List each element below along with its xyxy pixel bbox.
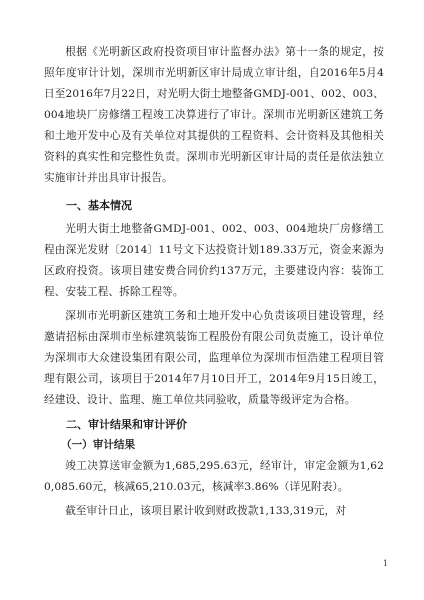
section-basic-info-heading: 一、基本情况	[66, 199, 132, 212]
audit-results-subheading: （一）审计结果	[60, 439, 136, 451]
audit-results-paragraph-1: 竣工决算送审金额为1,685,295.63元，经审计，审定金额为1,620,085.60元，核减65,210.03元，核减率3.86%（详见附表）。	[44, 460, 384, 493]
audit-results-paragraph-2: 截至审计日止，该项目累计收到财政拨款1,133,319元，对	[65, 505, 347, 517]
section-audit-results-heading: 二、审计结果和审计评价	[66, 418, 187, 431]
basic-info-paragraph-1: 光明大街土地整备GMDJ-001、002、003、004地块厂房修缮工程由深光发财〔2014〕11号文下达投资计划189.33万元，资金来源为区政府投资。该项目建安费合同价约137万元，主要建设内容：装饰工程、安装工程、拆除工程等。	[44, 223, 384, 298]
basic-info-paragraph-2: 深圳市光明新区建筑工务和土地开发中心负责该项目建设管理，经邀请招标由深圳市坐标建筑装饰工程股份有限公司负责施工，设计单位为深圳市大众建设集团有限公司，监理单位为深圳市恒浩建工程项目管理有限公司，该项目于2014年7月10日开工，2014年9月15日竣工，经建设、设计、监理、施工单位共同验收，质量等级评定为合格。	[44, 310, 384, 406]
document-body	[44, 42, 384, 522]
intro-paragraph: 根据《光明新区政府投资项目审计监督办法》第十一条的规定，按照年度审计计划，深圳市光明新区审计局成立审计组，自2016年5月4日至2016年7月22日，对光明大街土地整备GMDJ-001、002、003、004地块厂房修缮工程竣工决算进行了审计。深圳市光明新区建筑工务和土地开发中心及有关单位对其提供的工程资料、会计资料及其他相关资料的真实性和完整性负责。深圳市光明新区审计局的责任是依法独立实施审计并出具审计报告。	[44, 46, 385, 184]
page-number: 1	[382, 559, 388, 568]
